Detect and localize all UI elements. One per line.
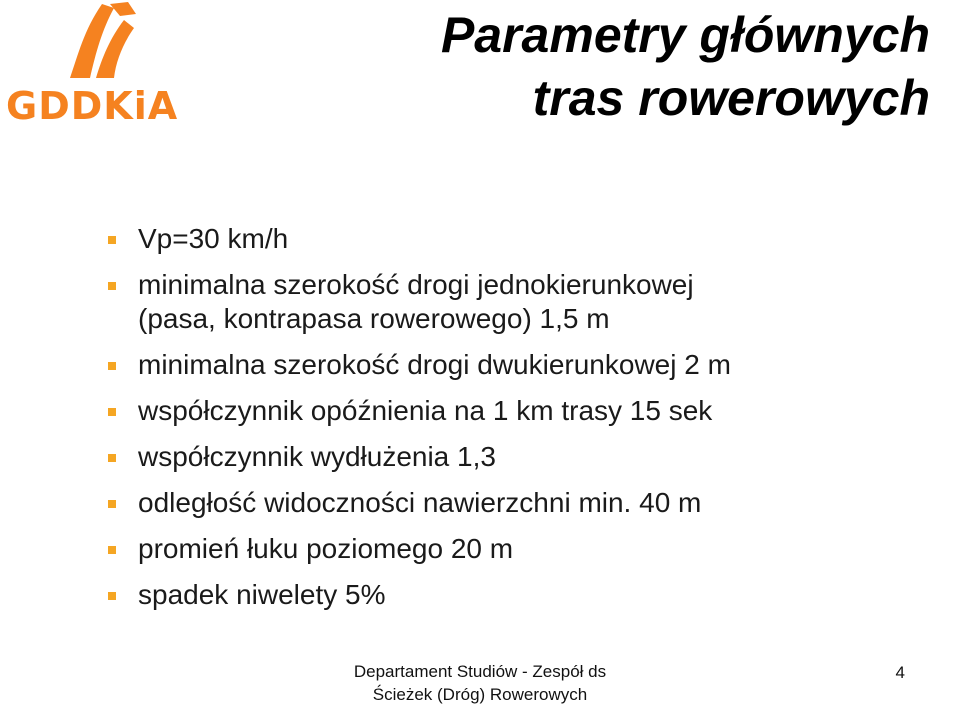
gddkia-logo (0, 0, 200, 130)
page-number: 4 (895, 663, 905, 682)
list-item (108, 486, 938, 520)
list-item (108, 440, 938, 474)
list-item-text: współczynnik opóźnienia na 1 km trasy 15 sek (138, 395, 713, 426)
footer-line-2: Ścieżek (Dróg) Rowerowych (372, 685, 588, 704)
list-item-text: spadek niwelety 5% (138, 579, 386, 610)
title-line-1: Parametry głównych (440, 7, 930, 63)
list-item-text: minimalna szerokość drogi dwukierunkowej 2 m (138, 349, 731, 380)
logo-text: GDDKiA (6, 84, 179, 128)
list-item-text: współczynnik wydłużenia 1,3 (138, 441, 496, 472)
square-bullet-icon (108, 592, 116, 600)
title-line-2: tras rowerowych (532, 70, 930, 126)
list-item (108, 222, 938, 256)
slide-title (441, 4, 930, 130)
square-bullet-icon (108, 546, 116, 554)
bullet-list (108, 222, 938, 624)
list-item-text: Vp=30 km/h (138, 223, 289, 254)
list-item (108, 268, 938, 336)
square-bullet-icon (108, 408, 116, 416)
list-item-text: odległość widoczności nawierzchni min. 40 m (138, 487, 702, 518)
list-item-text: promień łuku poziomego 20 m (138, 533, 514, 564)
square-bullet-icon (108, 236, 116, 244)
square-bullet-icon (108, 282, 116, 290)
square-bullet-icon (108, 454, 116, 462)
list-item-text: minimalna szerokość drogi jednokierunkowej (pasa, kontrapasa rowerowego) 1,5 m (138, 269, 694, 334)
list-item (108, 532, 938, 566)
list-item (108, 348, 938, 382)
square-bullet-icon (108, 362, 116, 370)
list-item (108, 578, 938, 612)
footer-line-1: Departament Studiów - Zespół ds (353, 662, 607, 681)
road-logo-icon (50, 0, 140, 85)
slide-footer (330, 660, 630, 706)
square-bullet-icon (108, 500, 116, 508)
list-item (108, 394, 938, 428)
